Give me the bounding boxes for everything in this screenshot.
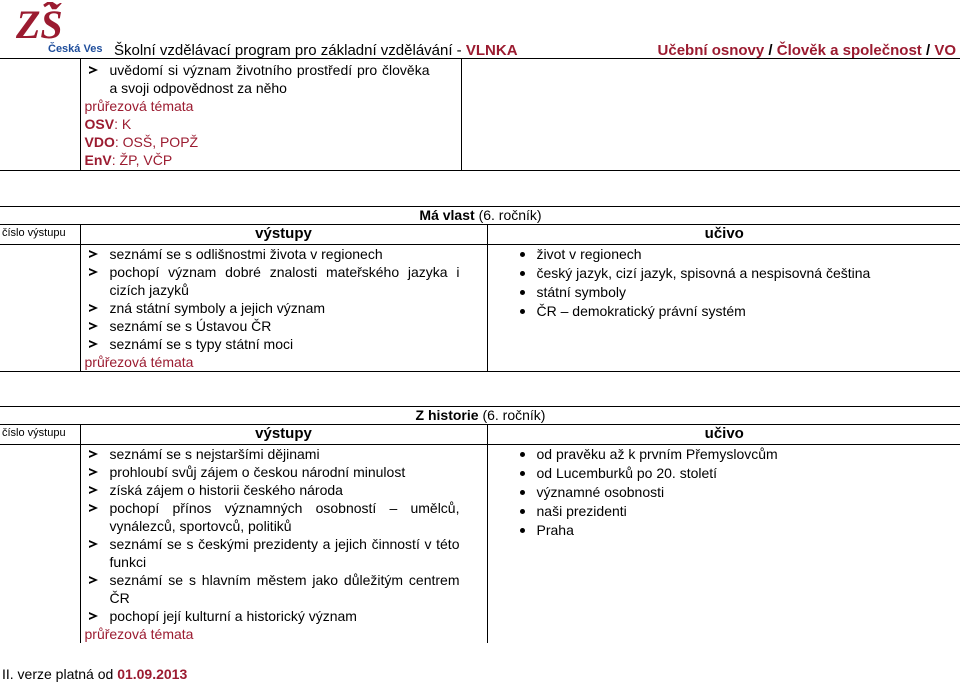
version-date: 01.09.2013 <box>117 666 188 682</box>
top-num-cell <box>0 59 80 171</box>
breadcrumb-sep: / <box>768 42 773 59</box>
section2-title: Z historie (6. ročník) <box>0 407 960 425</box>
version-label: II. verze platná od <box>2 666 114 682</box>
section2-output: prohloubí svůj zájem o českou národní minulost <box>85 463 481 481</box>
program-text: Školní vzdělávací program pro základní vzdělávání - <box>114 42 462 59</box>
section1-output: zná státní symboly a jejich význam <box>85 299 481 317</box>
section2-curriculum-cell <box>487 445 960 644</box>
top-output-item: uvědomí si význam životního prostředí pro člověka a svoji odpovědnost za něho <box>85 61 430 97</box>
program-title <box>114 42 518 59</box>
section2-output: seznámí se s českými prezidenty a jejich činností v této funkci <box>85 535 460 571</box>
section2-outputs-label: výstupy <box>80 425 487 445</box>
section2-table <box>0 406 960 643</box>
section1-curriculum-item: státní symboly <box>514 283 958 302</box>
section1-curriculum-cell <box>487 245 960 372</box>
section1-output: pochopí význam dobré znalosti mateřského jazyka i cizích jazyků <box>85 263 460 299</box>
section2-curriculum-item: významné osobnosti <box>514 483 958 502</box>
section2-output: seznámí se s nejstaršími dějinami <box>85 445 481 463</box>
tag-vdo: VDO: OSŠ, POPŽ <box>84 134 199 150</box>
svg-text:ZŠ: ZŠ <box>16 2 63 47</box>
school-logo <box>14 2 104 56</box>
section1-output: seznámí se s Ústavou ČR <box>85 317 481 335</box>
top-table <box>0 58 960 171</box>
top-cross-label: průřezová témata <box>84 98 194 114</box>
section1-cross-label: průřezová témata <box>84 354 194 370</box>
section2-cross-label: průřezová témata <box>84 626 194 642</box>
section2-output: získá zájem o historii českého národa <box>85 481 481 499</box>
section1-output: seznámí se s odlišnostmi života v regionech <box>85 245 481 263</box>
section2-output: pochopí přínos významných osobností – umělců, vynálezců, sportovců, politiků <box>85 499 460 535</box>
top-curriculum-cell <box>461 59 960 171</box>
section2-output: pochopí její kulturní a historický význam <box>85 607 481 625</box>
program-name: VLNKA <box>465 42 518 59</box>
tag-env: EnV: ŽP, VČP <box>84 152 173 168</box>
version-footer <box>2 666 187 682</box>
section1-curriculum-item: ČR – demokratický právní systém <box>514 302 958 321</box>
section1-outputs-label: výstupy <box>80 225 487 245</box>
section2-curriculum-item: od pravěku až k prvním Přemyslovcům <box>514 445 958 464</box>
section2-curriculum-item: Praha <box>514 521 958 540</box>
breadcrumb-osnovy: Učební osnovy <box>657 42 765 59</box>
section2-curriculum-item: naši prezidenti <box>514 502 958 521</box>
section1-num-cell <box>0 245 80 372</box>
top-outputs-cell <box>80 59 461 171</box>
section2-num-cell <box>0 445 80 644</box>
section2-output: seznámí se s hlavním městem jako důležitým centrem ČR <box>85 571 460 607</box>
breadcrumb <box>658 42 956 59</box>
logo-text: Česká Ves <box>48 43 103 55</box>
section1-table <box>0 206 960 372</box>
section2-outputs-cell <box>80 445 487 644</box>
section2-curriculum-label: učivo <box>487 425 960 445</box>
tag-osv: OSV: K <box>84 116 132 132</box>
section1-curriculum-item: český jazyk, cizí jazyk, spisovná a nespisovná čeština <box>514 264 958 283</box>
section2-num-label: číslo výstupu <box>0 425 80 445</box>
section1-num-label: číslo výstupu <box>0 225 80 245</box>
section1-output: seznámí se s typy státní moci <box>85 335 481 353</box>
section2-curriculum-item: od Lucemburků po 20. století <box>514 464 958 483</box>
section1-outputs-cell <box>80 245 487 372</box>
section1-title: Má vlast (6. ročník) <box>0 207 960 225</box>
section1-curriculum-item: život v regionech <box>514 245 958 264</box>
breadcrumb-sep: / <box>925 42 931 59</box>
breadcrumb-vo: VO <box>934 42 956 59</box>
breadcrumb-subject: Člověk a společnost <box>776 42 922 59</box>
section1-curriculum-label: učivo <box>487 225 960 245</box>
